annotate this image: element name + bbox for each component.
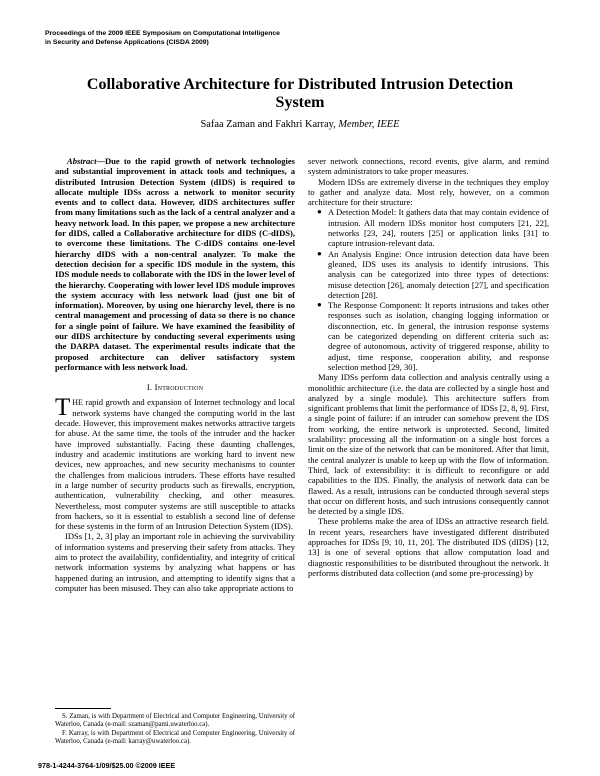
bullet-icon: ●: [317, 207, 322, 217]
copyright-footer: 978-1-4244-3764-1/09/$25.00 ©2009 IEEE: [38, 761, 176, 770]
right-paragraph-1: Modern IDSs are extremely diverse in the techniques they employ to gather and analyze data. Most rely, however, on a common architecture for their structure:: [308, 176, 549, 208]
bullet-icon: ●: [317, 248, 322, 258]
list-item-text: A Detection Model: It gathers data that may contain evidence of intrusion. All modern IDSs monitor host computers [21, 22], networks [23, 24], routers [25] or application links [31] to capture intrusion-relevant data.: [328, 207, 549, 249]
intro-paragraph-1: [55, 393, 295, 532]
footnote-2: F. Karray, is with Department of Electrical and Computer Engineering, University of Waterloo, Canada (e-mail: karray@uwaterloo.ca).: [55, 729, 295, 745]
list-item-text: The Response Component: It reports intrusions and takes other responses such as isolation, changing logging information or disconnection, etc. In general, the intrusion response systems can be categorized depending on different criteria such as: degree of autonomous, activity of triggered response, ability to adjust, time response, cooperation ability, and response selection method [29, 30].: [328, 300, 549, 372]
footnotes: [55, 713, 295, 746]
dropcap: T: [55, 393, 71, 421]
paper-title: [60, 76, 540, 112]
left-column: [55, 156, 295, 593]
abstract-lead: Abstract: [67, 156, 97, 166]
list-item-text: An Analysis Engine: Once intrusion detection data have been gleaned, IDS uses its analysis to identify intrusions. This analysis can be categorized into three types of detections: misuse detection [26], anomaly detection [27], and specification detection [28].: [328, 248, 549, 300]
title-line-2: System: [275, 94, 325, 111]
proceedings-line-1: Proceedings of the 2009 IEEE Symposium on Computational Intelligence: [45, 30, 280, 37]
footnote-1: S. Zaman, is with Department of Electrical and Computer Engineering, University of Waterloo, Canada (e-mail: szaman@pami.uwaterloo.ca).: [55, 713, 295, 729]
authors-line: [60, 119, 540, 131]
proceedings-header: [45, 29, 405, 47]
author-role: Member, IEEE: [338, 119, 400, 130]
list-item: [317, 300, 549, 372]
proceedings-line-2: in Security and Defense Applications (CISDA 2009): [45, 39, 209, 46]
footnote-rule: [55, 708, 111, 709]
list-item: [317, 207, 549, 249]
author-names: Safaa Zaman and Fakhri Karray,: [200, 119, 336, 130]
section-title: Introduction: [154, 382, 204, 393]
abstract: [55, 156, 295, 372]
intro-paragraph-1-text: rapid growth and expansion of Internet technology and local network systems have changed the computing world in the last decade. However, this improvement makes networks attractive targets for abuse. At the same time, the tools of the intruder and the hacker have improved substantially. Facing these daunting challenges, industry and academic institutions are working hard to invent new devices, new approaches, and new security mechanisms to counter the challenges from malicious intruders. These efforts have resulted in a large number of security products such as firewalls, encryption, authentication, vulnerability checking, and other measures. Nevertheless, most computer systems are still susceptible to attacks from hackers, so it is essential to establish a second line of defense for these systems in the form of an Intrusion Detection System (IDS).: [55, 396, 295, 532]
section-heading-introduction: [55, 382, 295, 392]
intro-paragraph-2: IDSs [1, 2, 3] play an important role in achieving the survivability of information systems and preserving their safety from attacks. They aim to protect the availability, confidentiality, and integrity of critical network information systems by analyzing what happens or has happened during an intrusion, and attempting to identify signs that a computer has been misused. They can also take appropriate actions to: [55, 531, 295, 593]
title-line-1: Collaborative Architecture for Distributed Intrusion Detection: [86, 76, 514, 93]
right-paragraph-0: sever network connections, record events, give alarm, and remind system administrators to take proper measures.: [308, 156, 549, 177]
bullet-icon: ●: [317, 300, 322, 310]
right-paragraph-2: Many IDSs perform data collection and analysis centrally using a monolithic architecture (i.e. the data are collected by a single host and analyzed by a single module). This architecture suffers from significant problems that limit the performance of IDSs [2, 8, 9]. First, a single point of failure: if an intruder can somehow prevent the IDS from working, the entire network is unprotected. Second, limited scalability: processing all the information on a single host forces a limit on the size of the network that can be monitored. After that limit, the central analyzer is unable to keep up with the flow of information. Third, lack of extensibility: it is difficult to reconfigure or add capabilities to the IDS. Finally, the analysis of network data can be flawed. As a result, intrusions can be conducted through several steps that occur on different hosts, and such intrusions consequently cannot be detected by a single IDS.: [308, 372, 549, 517]
right-column: [308, 156, 549, 578]
section-number: I.: [146, 382, 153, 393]
architecture-list: [308, 207, 549, 372]
list-item: [317, 248, 549, 300]
intro-first-word: HE: [72, 397, 83, 407]
right-paragraph-3: These problems make the area of IDSs an attractive research field. In recent years, researchers have investigated different distributed approaches for IDSs [9, 10, 11, 20]. The distributed IDS (dIDS) [12, 13] is one of several options that allow computation load and diagnostic responsibilities to be distributed throughout the network. It performs distributed data collection (and some pre-processing) by: [308, 516, 549, 578]
abstract-text: —Due to the rapid growth of network technologies and substantial improvement in attack tools and techniques, a distributed Intrusion Detection System (dIDS) is required to allocate multiple IDSs across a network to monitor security events and to collect data. However, dIDS architectures suffer from many limitations such as the lack of a central analyzer and a heavy network load. In this paper, we propose a new architecture for dIDS, called a Collaborative architecture for dIDS (C-dIDS), to overcome these limitations. The C-dIDS contains one-level hierarchy dIDS with a non-central analyzer. To make the detection decision for a specific IDS module in the system, this IDS module needs to collaborate with the IDS in the lower level of the hierarchy. Cooperating with lower level IDS module improves the system accuracy with less network load (just one bit of information). Moreover, by using one hierarchy level, there is no central management and processing of data so there is no chance for a single point of failure. We have examined the feasibility of our dIDS architecture by conducting several experiments using the DARPA dataset. The experimental results indicate that the proposed architecture can deliver satisfactory system performance with less network load.: [55, 156, 295, 372]
